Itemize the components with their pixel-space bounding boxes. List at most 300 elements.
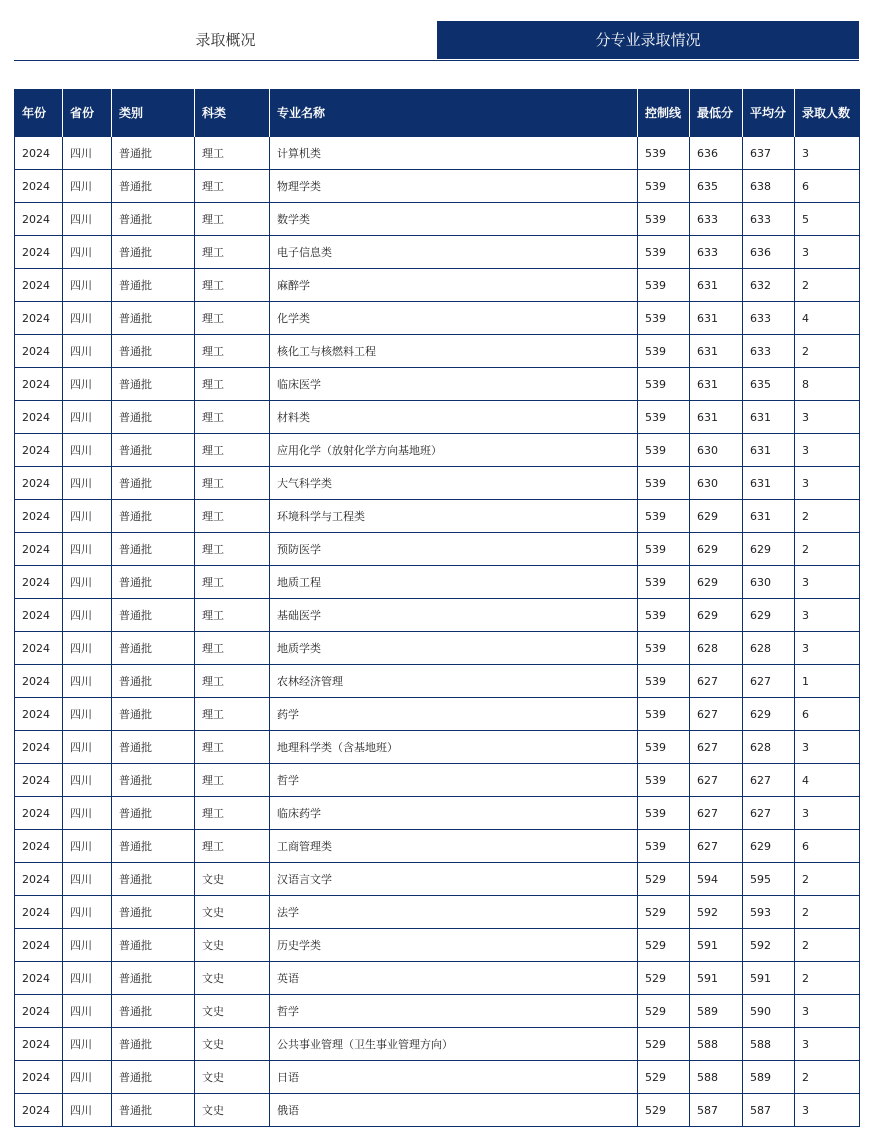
cell-category: 文史 [195,1094,270,1127]
cell-category: 理工 [195,269,270,302]
cell-category: 理工 [195,731,270,764]
cell-control-line: 539 [638,434,690,467]
cell-admitted-count: 3 [795,995,860,1028]
cell-batch: 普通批 [112,236,195,269]
cell-admitted-count: 2 [795,335,860,368]
cell-province: 四川 [63,302,112,335]
cell-year: 2024 [15,830,63,863]
cell-min-score: 631 [690,401,743,434]
cell-avg-score: 637 [743,137,795,170]
cell-admitted-count: 3 [795,236,860,269]
cell-year: 2024 [15,698,63,731]
cell-min-score: 630 [690,467,743,500]
cell-avg-score: 629 [743,830,795,863]
table-row [15,203,860,236]
cell-batch: 普通批 [112,368,195,401]
cell-year: 2024 [15,962,63,995]
cell-min-score: 629 [690,533,743,566]
cell-control-line: 539 [638,335,690,368]
cell-category: 理工 [195,665,270,698]
cell-control-line: 529 [638,1094,690,1127]
cell-year: 2024 [15,764,63,797]
cell-batch: 普通批 [112,1094,195,1127]
cell-province: 四川 [63,566,112,599]
cell-province: 四川 [63,665,112,698]
cell-batch: 普通批 [112,533,195,566]
cell-admitted-count: 6 [795,698,860,731]
cell-province: 四川 [63,401,112,434]
cell-control-line: 539 [638,599,690,632]
cell-batch: 普通批 [112,962,195,995]
cell-admitted-count: 3 [795,137,860,170]
cell-major: 物理学类 [270,170,638,203]
cell-admitted-count: 8 [795,368,860,401]
cell-control-line: 539 [638,203,690,236]
table-row [15,896,860,929]
cell-batch: 普通批 [112,764,195,797]
cell-avg-score: 633 [743,335,795,368]
cell-major: 预防医学 [270,533,638,566]
header-avg-score: 平均分 [743,89,795,137]
cell-batch: 普通批 [112,170,195,203]
cell-min-score: 627 [690,830,743,863]
cell-admitted-count: 3 [795,731,860,764]
cell-batch: 普通批 [112,632,195,665]
cell-year: 2024 [15,896,63,929]
table-row [15,368,860,401]
cell-category: 理工 [195,632,270,665]
cell-category: 理工 [195,764,270,797]
cell-min-score: 627 [690,764,743,797]
cell-province: 四川 [63,368,112,401]
cell-avg-score: 630 [743,566,795,599]
cell-min-score: 594 [690,863,743,896]
cell-major: 地质学类 [270,632,638,665]
cell-province: 四川 [63,632,112,665]
cell-batch: 普通批 [112,302,195,335]
cell-min-score: 636 [690,137,743,170]
cell-category: 理工 [195,500,270,533]
cell-min-score: 633 [690,203,743,236]
cell-year: 2024 [15,1061,63,1094]
cell-control-line: 539 [638,632,690,665]
table-row [15,170,860,203]
cell-major: 化学类 [270,302,638,335]
cell-min-score: 589 [690,995,743,1028]
cell-year: 2024 [15,797,63,830]
table-row [15,797,860,830]
cell-major: 哲学 [270,764,638,797]
cell-year: 2024 [15,995,63,1028]
table-row [15,599,860,632]
cell-category: 文史 [195,863,270,896]
cell-min-score: 588 [690,1061,743,1094]
cell-min-score: 591 [690,929,743,962]
table-row [15,632,860,665]
cell-control-line: 539 [638,137,690,170]
cell-admitted-count: 3 [795,1028,860,1061]
cell-min-score: 591 [690,962,743,995]
cell-province: 四川 [63,533,112,566]
cell-min-score: 629 [690,566,743,599]
cell-batch: 普通批 [112,863,195,896]
cell-control-line: 539 [638,698,690,731]
cell-min-score: 630 [690,434,743,467]
cell-province: 四川 [63,995,112,1028]
cell-category: 文史 [195,962,270,995]
table-row [15,665,860,698]
cell-category: 文史 [195,1061,270,1094]
cell-control-line: 539 [638,236,690,269]
cell-category: 理工 [195,566,270,599]
cell-avg-score: 588 [743,1028,795,1061]
cell-avg-score: 629 [743,533,795,566]
cell-avg-score: 631 [743,500,795,533]
cell-control-line: 539 [638,566,690,599]
cell-category: 理工 [195,236,270,269]
cell-batch: 普通批 [112,203,195,236]
table-row [15,236,860,269]
cell-major: 环境科学与工程类 [270,500,638,533]
cell-admitted-count: 2 [795,962,860,995]
cell-province: 四川 [63,467,112,500]
cell-control-line: 529 [638,962,690,995]
table-row [15,995,860,1028]
cell-min-score: 592 [690,896,743,929]
table-row [15,401,860,434]
cell-admitted-count: 5 [795,203,860,236]
cell-control-line: 539 [638,830,690,863]
cell-year: 2024 [15,368,63,401]
cell-admitted-count: 1 [795,665,860,698]
cell-major: 药学 [270,698,638,731]
cell-major: 哲学 [270,995,638,1028]
cell-year: 2024 [15,170,63,203]
cell-control-line: 529 [638,863,690,896]
cell-batch: 普通批 [112,1028,195,1061]
cell-batch: 普通批 [112,797,195,830]
cell-batch: 普通批 [112,137,195,170]
cell-category: 理工 [195,533,270,566]
cell-batch: 普通批 [112,467,195,500]
cell-admitted-count: 2 [795,1061,860,1094]
cell-avg-score: 589 [743,1061,795,1094]
cell-major: 核化工与核燃料工程 [270,335,638,368]
header-admitted-count: 录取人数 [795,89,860,137]
cell-min-score: 587 [690,1094,743,1127]
cell-min-score: 631 [690,302,743,335]
cell-admitted-count: 3 [795,566,860,599]
cell-min-score: 635 [690,170,743,203]
cell-province: 四川 [63,929,112,962]
cell-admitted-count: 3 [795,401,860,434]
table-header-row [15,89,860,137]
cell-province: 四川 [63,599,112,632]
cell-min-score: 627 [690,731,743,764]
table-row [15,698,860,731]
cell-major: 材料类 [270,401,638,434]
cell-admitted-count: 3 [795,434,860,467]
table-row [15,566,860,599]
table-row [15,533,860,566]
cell-year: 2024 [15,632,63,665]
cell-control-line: 539 [638,764,690,797]
cell-admitted-count: 3 [795,632,860,665]
cell-year: 2024 [15,929,63,962]
cell-admitted-count: 2 [795,533,860,566]
cell-major: 地质工程 [270,566,638,599]
cell-admitted-count: 2 [795,896,860,929]
cell-province: 四川 [63,863,112,896]
cell-admitted-count: 4 [795,764,860,797]
cell-province: 四川 [63,335,112,368]
cell-avg-score: 635 [743,368,795,401]
table-row [15,1061,860,1094]
cell-avg-score: 629 [743,698,795,731]
table-row [15,302,860,335]
cell-category: 理工 [195,170,270,203]
cell-major: 公共事业管理（卫生事业管理方向） [270,1028,638,1061]
table-row [15,929,860,962]
cell-avg-score: 628 [743,632,795,665]
tab-bar [14,21,859,61]
cell-min-score: 627 [690,698,743,731]
cell-min-score: 629 [690,599,743,632]
cell-major: 法学 [270,896,638,929]
cell-province: 四川 [63,731,112,764]
table-row [15,764,860,797]
cell-year: 2024 [15,566,63,599]
cell-control-line: 539 [638,269,690,302]
cell-avg-score: 593 [743,896,795,929]
cell-avg-score: 627 [743,665,795,698]
cell-province: 四川 [63,764,112,797]
cell-major: 历史学类 [270,929,638,962]
cell-province: 四川 [63,170,112,203]
cell-admitted-count: 4 [795,302,860,335]
cell-admitted-count: 3 [795,467,860,500]
cell-category: 文史 [195,896,270,929]
cell-major: 俄语 [270,1094,638,1127]
cell-admitted-count: 2 [795,500,860,533]
cell-avg-score: 633 [743,203,795,236]
cell-min-score: 631 [690,269,743,302]
cell-major: 地理科学类（含基地班） [270,731,638,764]
cell-major: 应用化学（放射化学方向基地班） [270,434,638,467]
cell-control-line: 529 [638,929,690,962]
cell-year: 2024 [15,302,63,335]
cell-category: 理工 [195,467,270,500]
cell-avg-score: 632 [743,269,795,302]
cell-min-score: 628 [690,632,743,665]
cell-min-score: 629 [690,500,743,533]
cell-major: 电子信息类 [270,236,638,269]
cell-avg-score: 595 [743,863,795,896]
cell-province: 四川 [63,137,112,170]
cell-avg-score: 591 [743,962,795,995]
cell-year: 2024 [15,599,63,632]
cell-category: 理工 [195,335,270,368]
cell-batch: 普通批 [112,434,195,467]
cell-min-score: 631 [690,335,743,368]
cell-category: 理工 [195,368,270,401]
cell-year: 2024 [15,236,63,269]
cell-batch: 普通批 [112,500,195,533]
cell-avg-score: 631 [743,401,795,434]
cell-province: 四川 [63,236,112,269]
cell-control-line: 539 [638,665,690,698]
cell-major: 麻醉学 [270,269,638,302]
cell-control-line: 529 [638,1061,690,1094]
cell-avg-score: 627 [743,797,795,830]
cell-year: 2024 [15,863,63,896]
cell-control-line: 539 [638,368,690,401]
cell-major: 计算机类 [270,137,638,170]
tab-admission-overview[interactable]: 录取概况 [14,21,437,59]
cell-year: 2024 [15,269,63,302]
cell-avg-score: 629 [743,599,795,632]
cell-min-score: 627 [690,797,743,830]
header-year: 年份 [15,89,63,137]
cell-category: 理工 [195,401,270,434]
table-row [15,467,860,500]
cell-province: 四川 [63,434,112,467]
table-row [15,269,860,302]
header-min-score: 最低分 [690,89,743,137]
cell-province: 四川 [63,698,112,731]
cell-admitted-count: 6 [795,830,860,863]
cell-batch: 普通批 [112,698,195,731]
cell-avg-score: 631 [743,467,795,500]
cell-year: 2024 [15,533,63,566]
cell-admitted-count: 3 [795,797,860,830]
cell-admitted-count: 3 [795,1094,860,1127]
cell-batch: 普通批 [112,929,195,962]
cell-category: 文史 [195,1028,270,1061]
cell-control-line: 539 [638,302,690,335]
cell-admitted-count: 2 [795,863,860,896]
cell-admitted-count: 6 [795,170,860,203]
header-major: 专业名称 [270,89,638,137]
cell-category: 理工 [195,434,270,467]
table-row [15,500,860,533]
cell-category: 理工 [195,137,270,170]
cell-category: 文史 [195,995,270,1028]
cell-year: 2024 [15,137,63,170]
cell-province: 四川 [63,1061,112,1094]
cell-avg-score: 587 [743,1094,795,1127]
cell-min-score: 631 [690,368,743,401]
cell-major: 数学类 [270,203,638,236]
cell-major: 工商管理类 [270,830,638,863]
header-category: 科类 [195,89,270,137]
cell-year: 2024 [15,665,63,698]
cell-batch: 普通批 [112,830,195,863]
cell-batch: 普通批 [112,896,195,929]
table-row [15,137,860,170]
cell-province: 四川 [63,203,112,236]
cell-batch: 普通批 [112,1061,195,1094]
cell-control-line: 529 [638,896,690,929]
cell-province: 四川 [63,797,112,830]
cell-category: 理工 [195,830,270,863]
cell-major: 日语 [270,1061,638,1094]
cell-control-line: 539 [638,401,690,434]
cell-year: 2024 [15,500,63,533]
cell-admitted-count: 3 [795,599,860,632]
cell-province: 四川 [63,962,112,995]
cell-major: 基础医学 [270,599,638,632]
cell-year: 2024 [15,335,63,368]
cell-batch: 普通批 [112,665,195,698]
cell-major: 大气科学类 [270,467,638,500]
cell-batch: 普通批 [112,401,195,434]
cell-batch: 普通批 [112,566,195,599]
cell-major: 临床医学 [270,368,638,401]
cell-year: 2024 [15,731,63,764]
cell-major: 英语 [270,962,638,995]
cell-control-line: 529 [638,995,690,1028]
cell-year: 2024 [15,434,63,467]
cell-year: 2024 [15,467,63,500]
cell-category: 理工 [195,599,270,632]
cell-avg-score: 627 [743,764,795,797]
tab-admission-by-major[interactable]: 分专业录取情况 [437,21,859,59]
cell-control-line: 539 [638,467,690,500]
cell-batch: 普通批 [112,599,195,632]
cell-control-line: 539 [638,170,690,203]
cell-category: 理工 [195,302,270,335]
cell-year: 2024 [15,1028,63,1061]
cell-province: 四川 [63,269,112,302]
cell-control-line: 539 [638,500,690,533]
cell-major: 农林经济管理 [270,665,638,698]
cell-category: 文史 [195,929,270,962]
table-row [15,1094,860,1127]
cell-category: 理工 [195,698,270,731]
admission-table [14,89,860,1127]
cell-province: 四川 [63,896,112,929]
cell-year: 2024 [15,203,63,236]
cell-avg-score: 638 [743,170,795,203]
cell-major: 汉语言文学 [270,863,638,896]
cell-min-score: 627 [690,665,743,698]
cell-batch: 普通批 [112,995,195,1028]
cell-year: 2024 [15,401,63,434]
cell-batch: 普通批 [112,731,195,764]
cell-avg-score: 590 [743,995,795,1028]
cell-avg-score: 636 [743,236,795,269]
table-row [15,1028,860,1061]
cell-min-score: 588 [690,1028,743,1061]
cell-control-line: 529 [638,1028,690,1061]
cell-province: 四川 [63,500,112,533]
table-row [15,830,860,863]
cell-province: 四川 [63,1094,112,1127]
cell-category: 理工 [195,203,270,236]
header-batch: 类别 [112,89,195,137]
cell-control-line: 539 [638,731,690,764]
cell-year: 2024 [15,1094,63,1127]
cell-province: 四川 [63,1028,112,1061]
cell-major: 临床药学 [270,797,638,830]
cell-admitted-count: 2 [795,929,860,962]
cell-province: 四川 [63,830,112,863]
cell-avg-score: 631 [743,434,795,467]
cell-admitted-count: 2 [795,269,860,302]
cell-avg-score: 592 [743,929,795,962]
table-row [15,962,860,995]
